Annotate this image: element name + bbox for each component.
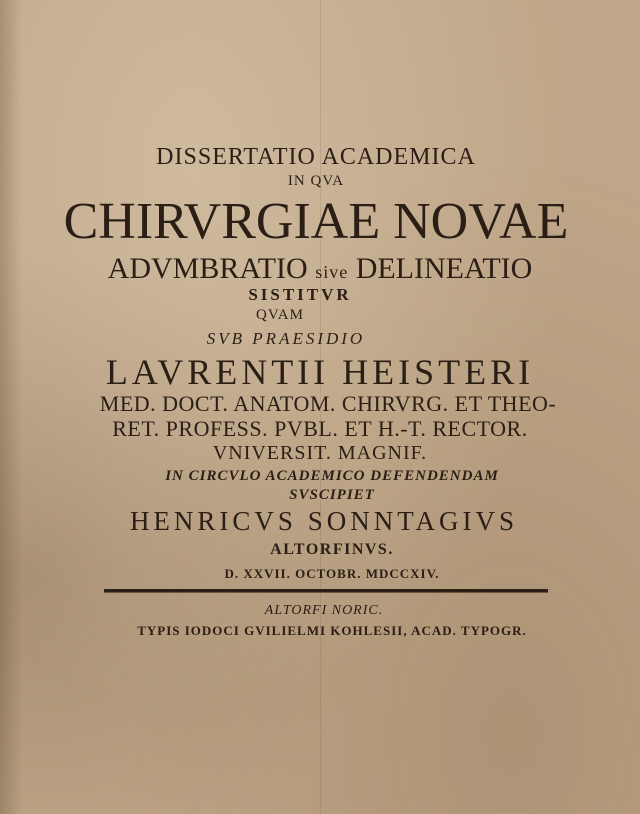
imprint-printer: TYPIS IODOCI GVILIELMI KOHLESII, ACAD. TYPOGR. xyxy=(137,623,527,638)
praeses-titles-2: RET. PROFESS. PVBL. ET H.-T. RECTOR. xyxy=(112,416,528,441)
subtitle-adumbratio xyxy=(0,254,640,284)
praeses-titles-1: MED. DOCT. ANATOM. CHIRVRG. ET THEO- xyxy=(99,391,557,416)
heading-in-qua: IN QVA xyxy=(287,173,345,189)
text-sistitur: SISTITVR xyxy=(248,285,352,304)
praeses-titles-3: VNIVERSIT. MAGNIF. xyxy=(212,442,428,464)
praeses-name: LAVRENTII HEISTERI xyxy=(105,352,535,392)
defense-date: D. XXVII. OCTOBR. MDCCXIV. xyxy=(224,566,440,581)
subtitle-part-c: DELINEATIO xyxy=(348,252,533,285)
text-in-circulo: IN CIRCVLO ACADEMICO DEFENDENDAM xyxy=(165,468,499,484)
text-suscipiet: SVSCIPIET xyxy=(289,487,375,503)
imprint-divider xyxy=(104,589,548,593)
subtitle-part-a: ADVMBRATIO xyxy=(107,252,316,285)
imprint-place: ALTORFI NORIC. xyxy=(264,603,384,618)
respondent-name: HENRICVS SONNTAGIVS xyxy=(129,506,519,536)
subtitle-part-sive: sive xyxy=(315,262,349,282)
heading-dissertatio: DISSERTATIO ACADEMICA xyxy=(156,144,476,170)
text-quam: QVAM xyxy=(256,307,304,323)
text-sub-praesidio: SVB PRAESIDIO xyxy=(206,329,366,348)
respondent-origin: ALTORFINVS. xyxy=(270,541,394,558)
main-title: CHIRVRGIAE NOVAE xyxy=(63,193,569,250)
